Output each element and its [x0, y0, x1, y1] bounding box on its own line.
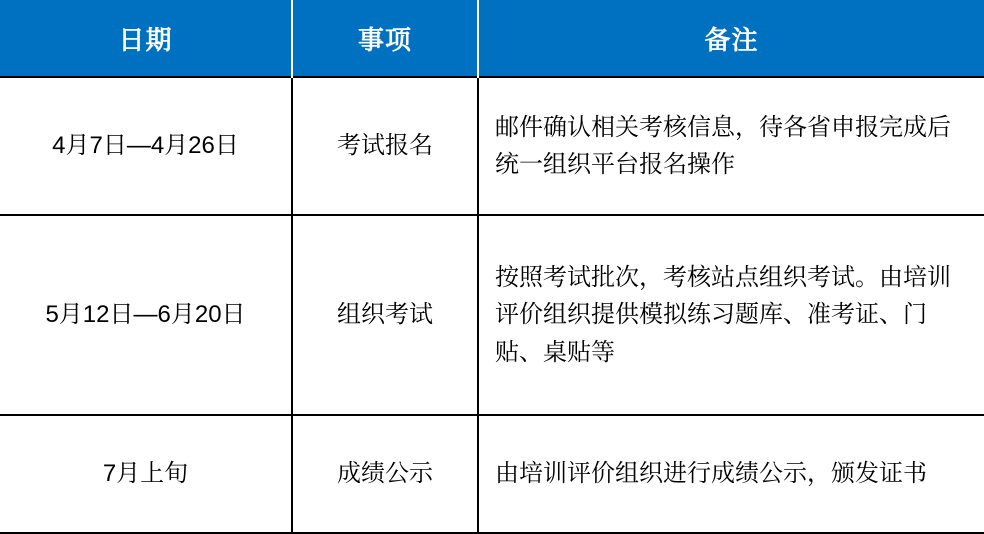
- cell-item: 成绩公示: [292, 415, 478, 533]
- cell-note: 由培训评价组织进行成绩公示，颁发证书: [478, 415, 984, 533]
- cell-note: 邮件确认相关考核信息，待各省申报完成后统一组织平台报名操作: [478, 77, 984, 215]
- cell-date: 4月7日—4月26日: [0, 77, 292, 215]
- column-header-date: 日期: [0, 0, 292, 77]
- cell-date: 5月12日—6月20日: [0, 215, 292, 415]
- cell-note: 按照考试批次，考核站点组织考试。由培训评价组织提供模拟练习题库、准考证、门贴、桌贴等: [478, 215, 984, 415]
- table-row: [0, 415, 984, 533]
- column-header-note: 备注: [478, 0, 984, 77]
- table-body: [0, 77, 984, 533]
- cell-item: 组织考试: [292, 215, 478, 415]
- table-header: [0, 0, 984, 77]
- column-header-item: 事项: [292, 0, 478, 77]
- table-row: [0, 215, 984, 415]
- table-row: [0, 77, 984, 215]
- cell-item: 考试报名: [292, 77, 478, 215]
- cell-date: 7月上旬: [0, 415, 292, 533]
- table-header-row: [0, 0, 984, 77]
